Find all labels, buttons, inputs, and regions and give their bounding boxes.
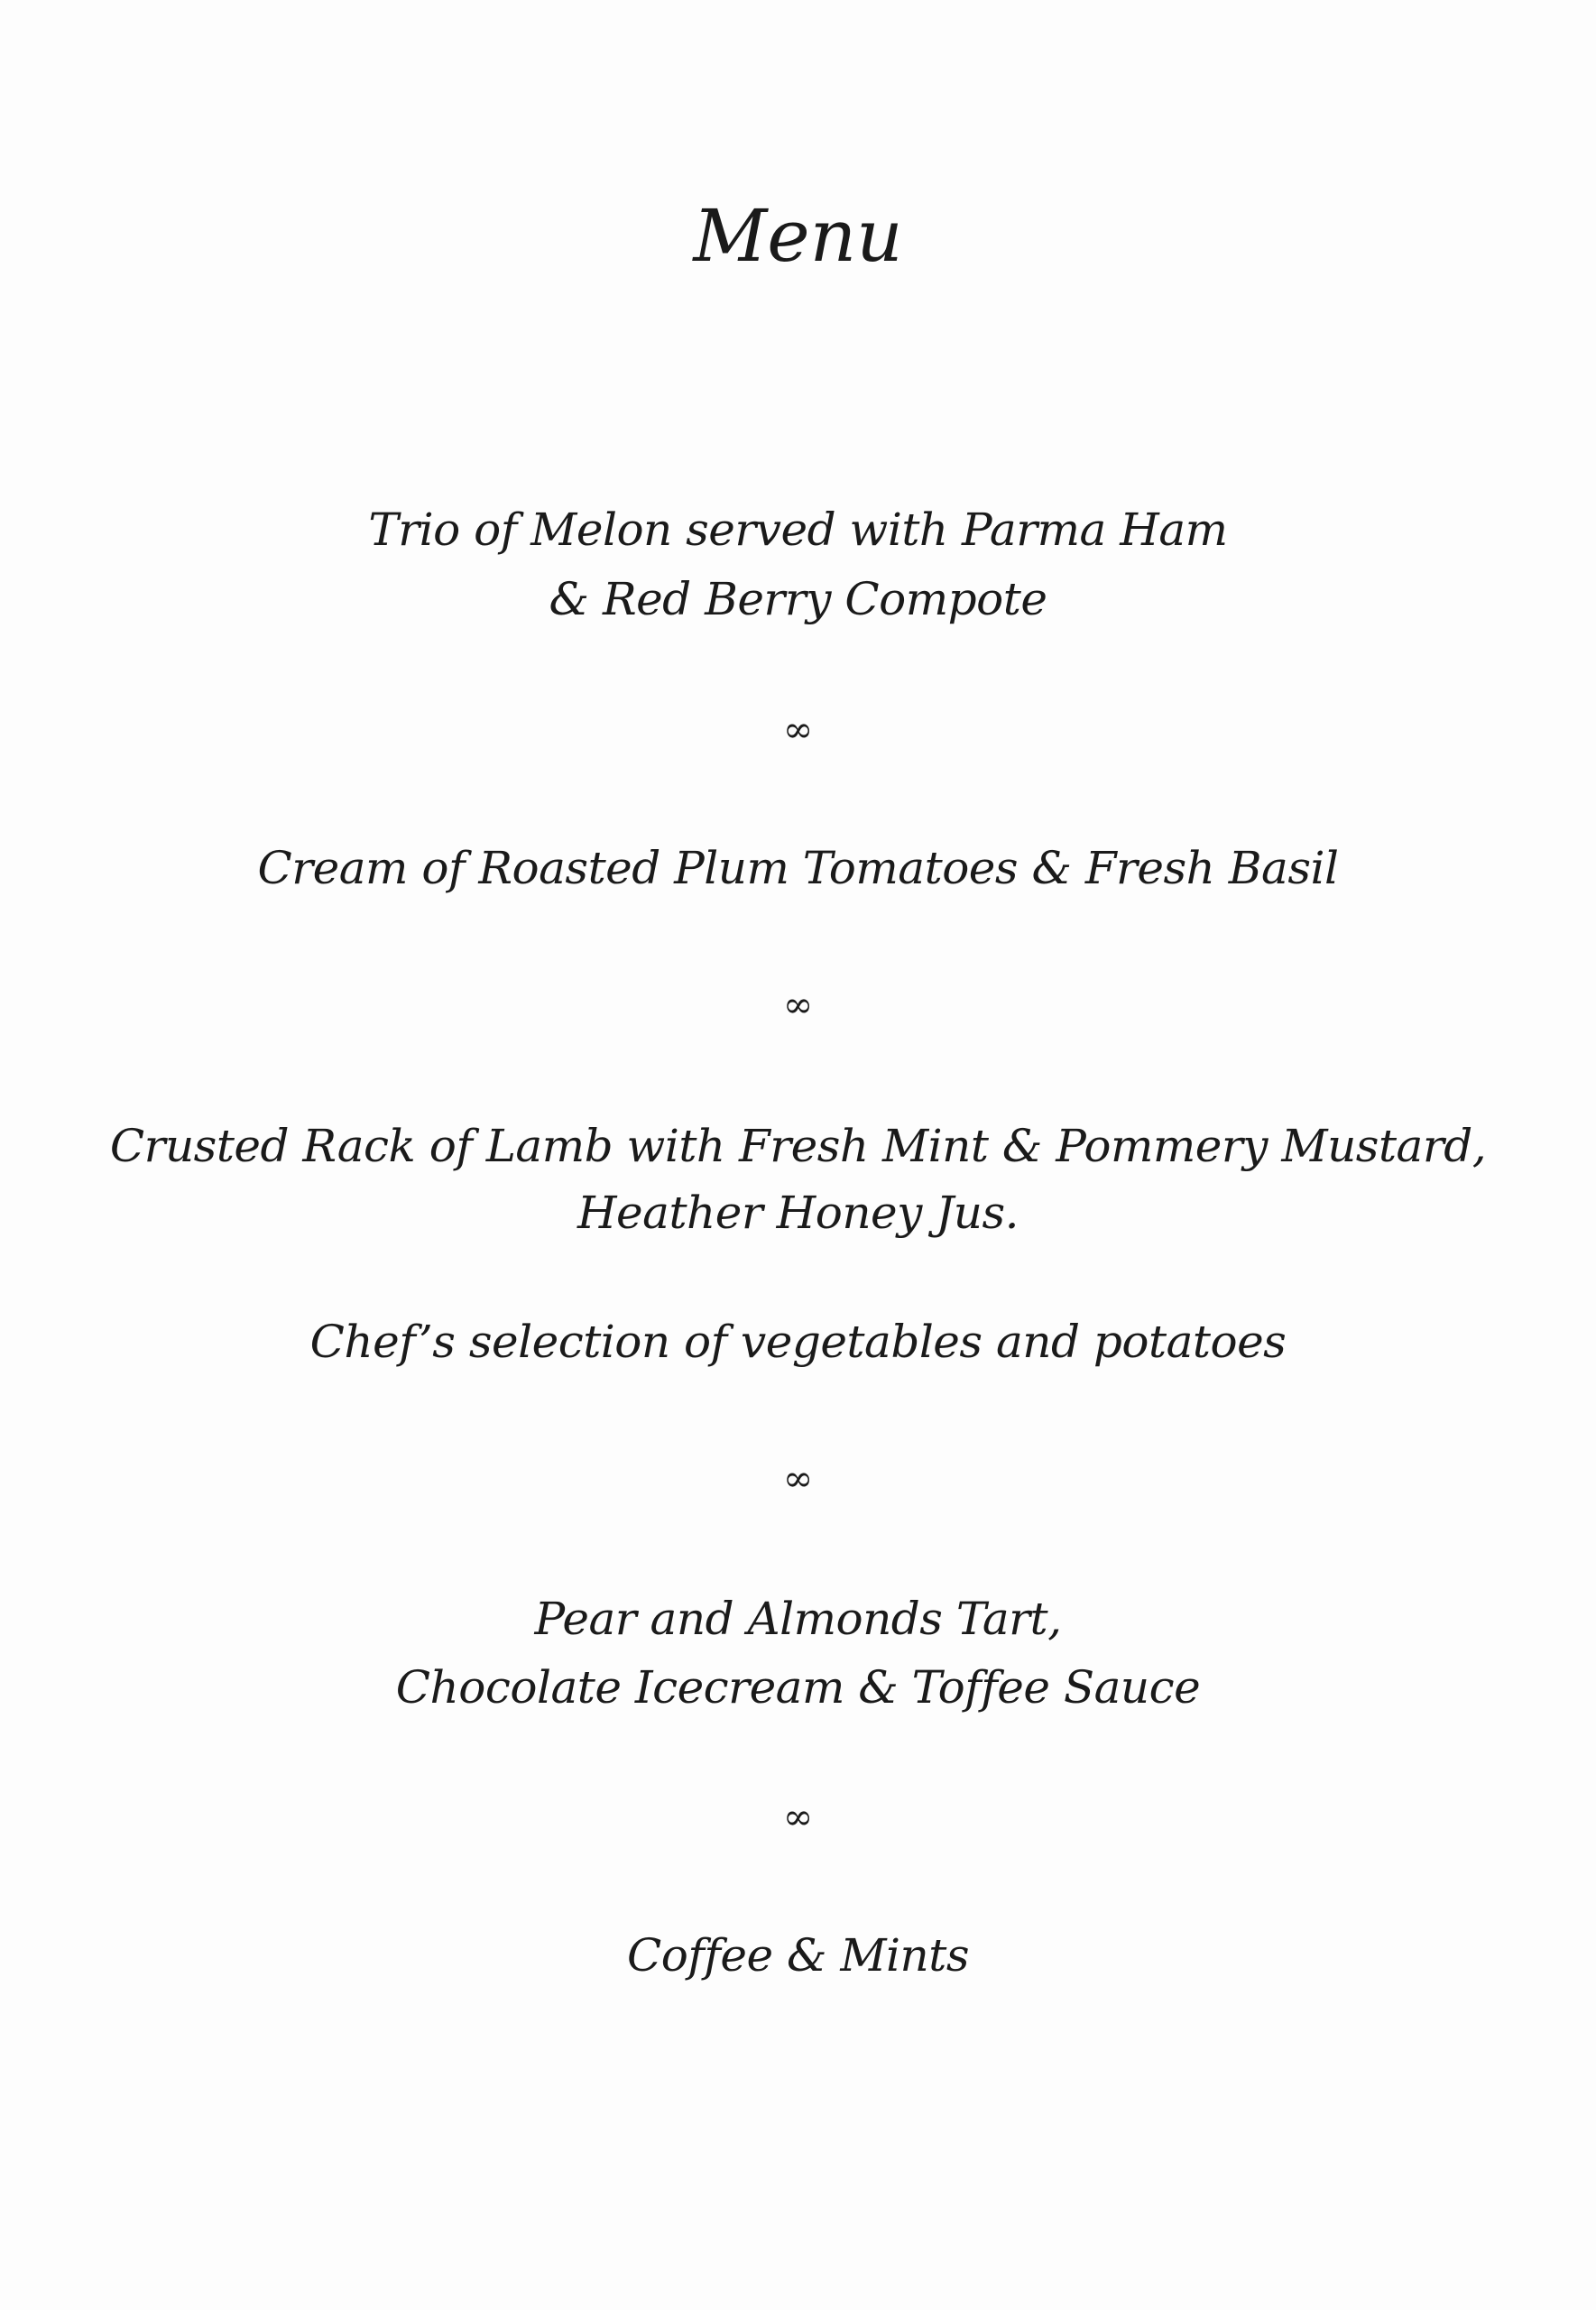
course-2-line-1: Cream of Roasted Plum Tomatoes & Fresh Basil <box>257 842 1339 894</box>
course-3-line-1: Crusted Rack of Lamb with Fresh Mint & Pommery Mustard, <box>109 1120 1487 1172</box>
menu-title: Menu <box>693 194 903 278</box>
course-1-line-2: & Red Berry Compote <box>549 573 1047 625</box>
separator-2: ∞ <box>782 984 814 1026</box>
separator-3: ∞ <box>782 1458 814 1500</box>
course-4-line-1: Pear and Almonds Tart, <box>534 1593 1062 1645</box>
separator-4: ∞ <box>782 1797 814 1838</box>
course-3-line-3: Chef’s selection of vegetables and potatoes <box>309 1316 1287 1368</box>
course-5-line-1: Coffee & Mints <box>627 1929 969 1982</box>
course-3-line-2: Heather Honey Jus. <box>577 1187 1019 1239</box>
course-1-line-1: Trio of Melon served with Parma Ham <box>368 504 1228 556</box>
course-4-line-2: Chocolate Icecream & Toffee Sauce <box>395 1661 1201 1714</box>
separator-1: ∞ <box>782 709 814 751</box>
